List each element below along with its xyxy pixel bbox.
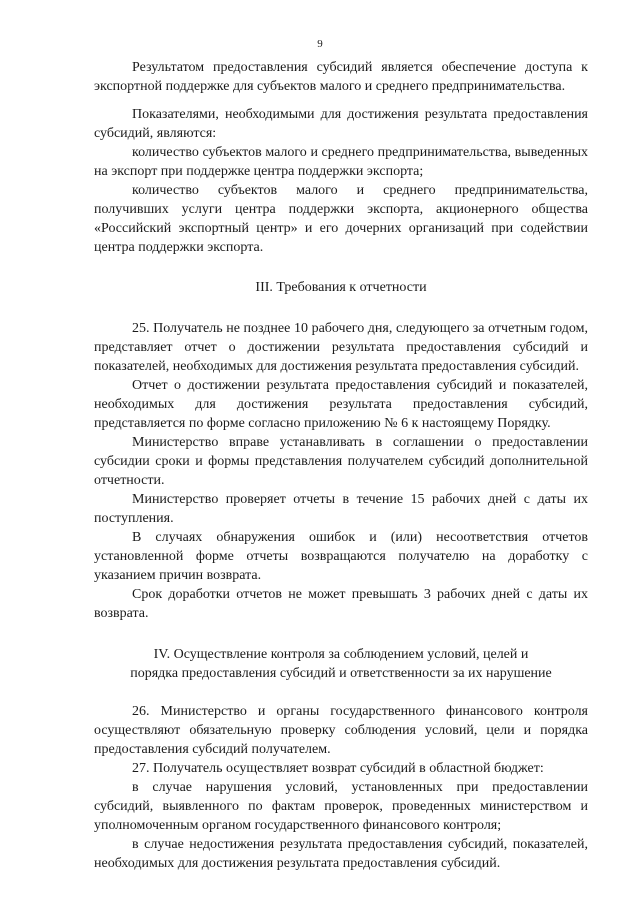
paragraph: Результатом предоставления субсидий является обеспечение доступа к экспортной поддержке для субъектов малого и среднего предпринимательства. [94, 60, 588, 94]
paragraph: Отчет о достижении результата предоставления субсидий и показателей, необходимых для достижения результата предоставления субсидий, представляется по форме согласно приложению № 6 к настоящему Порядку. [94, 378, 588, 431]
paragraph: в случае недостижения результата предоставления субсидий, показателей, необходимых для достижения результата предоставления субсидий. [94, 837, 588, 871]
document-body [94, 58, 588, 873]
paragraph: Министерство проверяет отчеты в течение 15 рабочих дней с даты их поступления. [94, 492, 588, 526]
paragraph: 26. Министерство и органы государственного финансового контроля осуществляют обязательную проверку соблюдения условий, цели и порядка предоставления субсидий получателем. [94, 704, 588, 757]
paragraph: Показателями, необходимыми для достижения результата предоставления субсидий, являются: [94, 107, 588, 141]
section-heading-iv [94, 645, 588, 683]
paragraph: количество субъектов малого и среднего предпринимательства, выведенных на экспорт при поддержке центра поддержки экспорта; [94, 145, 588, 179]
page-number: 9 [317, 38, 323, 50]
paragraph: Министерство вправе устанавливать в соглашении о предоставлении субсидии сроки и формы представления получателем субсидий дополнительной отчетности. [94, 435, 588, 488]
paragraph: количество субъектов малого и среднего предпринимательства, получивших услуги центра поддержки экспорта, акционерного общества «Российский экспортный центр» и его дочерних организаций при содействии центра поддержки экспорта. [94, 183, 588, 255]
paragraph: Срок доработки отчетов не может превышать 3 рабочих дней с даты их возврата. [94, 587, 588, 621]
section-heading-line: IV. Осуществление контроля за соблюдением условий, целей и [153, 647, 529, 662]
section-heading-iii: III. Требования к отчетности [255, 280, 427, 295]
paragraph: в случае нарушения условий, установленных при предоставлении субсидий, выявленного по фактам проверок, проведенных министерством и уполномоченным органом государственного финансового контроля; [94, 780, 588, 833]
paragraph-gap [94, 96, 588, 105]
paragraph: 27. Получатель осуществляет возврат субсидий в областной бюджет: [132, 761, 544, 776]
paragraph: В случаях обнаружения ошибок и (или) несоответствия отчетов установленной форме отчеты возвращаются получателю на доработку с указанием причин возврата. [94, 530, 588, 583]
section-heading-line: порядка предоставления субсидий и ответственности за их нарушение [130, 666, 552, 681]
paragraph: 25. Получатель не позднее 10 рабочего дня, следующего за отчетным годом, представляет отчет о достижении результата предоставления субсидий и показателей, необходимых для достижения результата предоставления субсидий. [94, 321, 588, 374]
